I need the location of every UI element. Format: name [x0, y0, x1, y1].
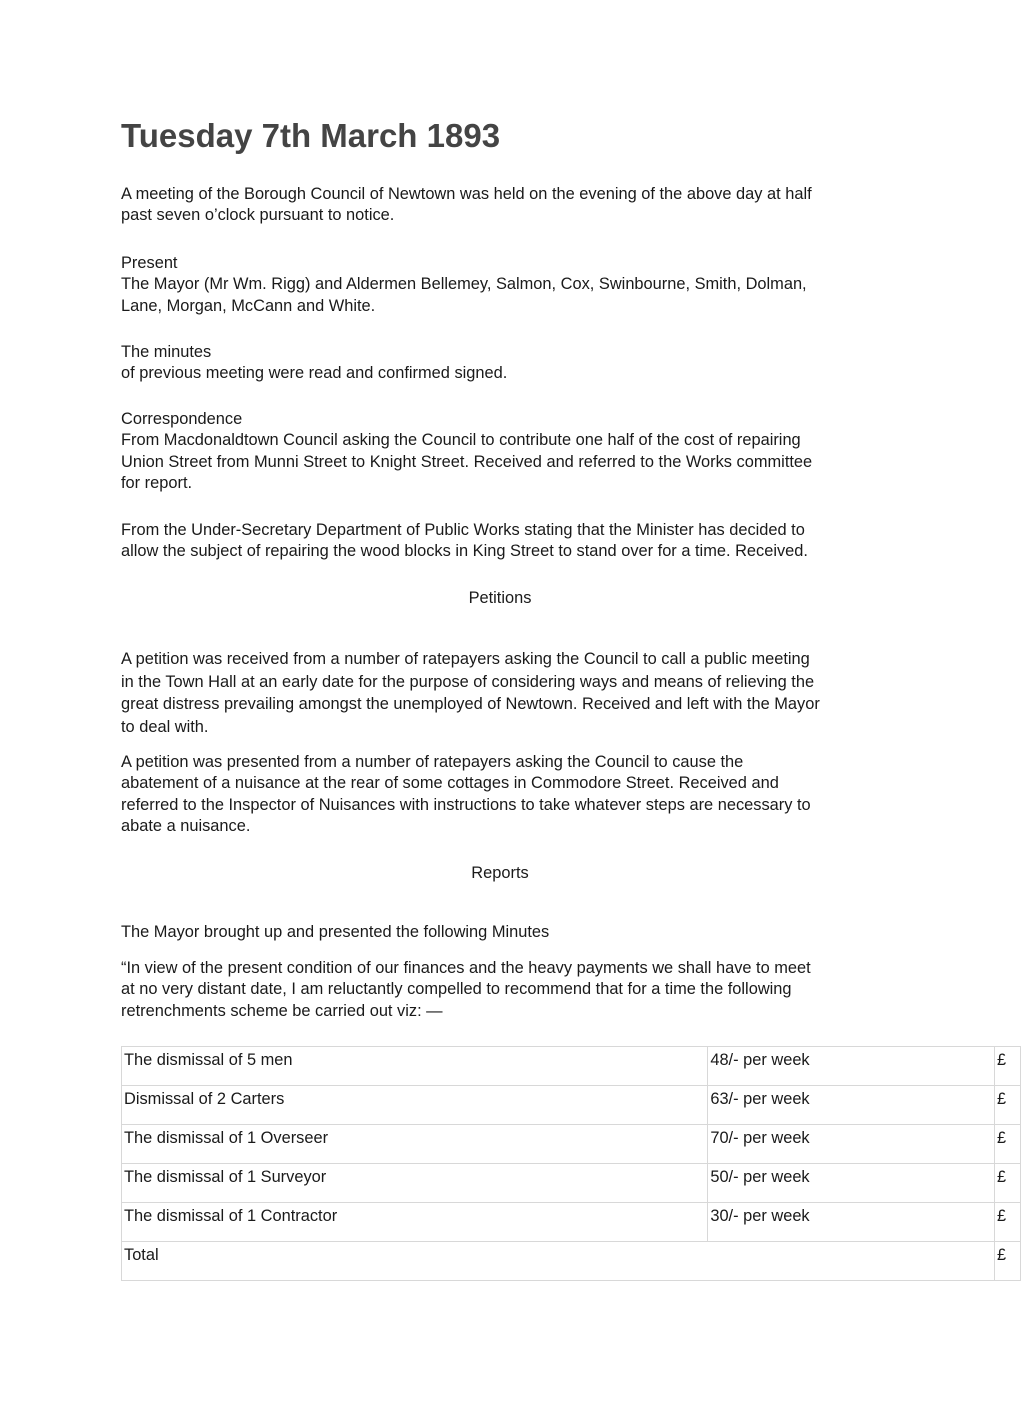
petition-line: in the Town Hall at an early date for the purpose of considering ways and means of relieving the [121, 672, 815, 691]
intro-line: A meeting of the Borough Council of Newtown was held on the evening of the above day at half [121, 185, 812, 203]
table-row-total [122, 1242, 1021, 1281]
petition-line: great distress prevailing amongst the unemployed of Newtown. Received and left with the Mayor [121, 695, 820, 713]
correspondence-line: From Macdonaldtown Council asking the Council to contribute one half of the cost of repairing [121, 431, 801, 450]
table-row [122, 1164, 1021, 1203]
table-cell-item: Dismissal of 2 Carters [122, 1086, 708, 1125]
table-cell-amount: £ [995, 1242, 1021, 1281]
table-row [122, 1047, 1021, 1086]
quote-line: retrenchments scheme be carried out viz: — [121, 1001, 443, 1020]
table-cell-rate: 30/- per week [708, 1203, 995, 1242]
petition-1 [121, 648, 881, 738]
table-cell-rate: 70/- per week [708, 1125, 995, 1164]
table-cell-amount: £ [995, 1125, 1021, 1164]
correspondence-line: allow the subject of repairing the wood blocks in King Street to stand over for a time. Received. [121, 542, 808, 561]
table-row [122, 1125, 1021, 1164]
minutes-heading: The minutes [121, 343, 212, 361]
table-cell-amount: £ [995, 1086, 1021, 1125]
table-cell-amount: £ [995, 1047, 1021, 1086]
petition-line: abatement of a nuisance at the rear of some cottages in Commodore Street. Received and [121, 774, 779, 793]
petition-line: abate a nuisance. [121, 816, 251, 835]
present-heading: Present [121, 254, 178, 272]
correspondence-item-2 [121, 520, 881, 563]
table-row [122, 1203, 1021, 1242]
petitions-heading: Petitions [468, 589, 532, 607]
table-row [122, 1086, 1021, 1125]
petition-2 [121, 752, 881, 837]
table-cell-amount: £ [995, 1164, 1021, 1203]
table-cell-item: The dismissal of 1 Surveyor [122, 1164, 708, 1203]
correspondence-line: Union Street from Munni Street to Knight Street. Received and referred to the Works committee [121, 452, 813, 471]
correspondence-line: From the Under-Secretary Department of Public Works stating that the Minister has decided to [121, 521, 805, 539]
quote-line: at no very distant date, I am reluctantly compelled to recommend that for a time the following [121, 980, 792, 999]
petition-line: A petition was received from a number of ratepayers asking the Council to call a public meeting [121, 650, 810, 668]
petition-line: A petition was presented from a number of ratepayers asking the Council to cause the [121, 753, 744, 771]
table-cell-rate: 63/- per week [708, 1086, 995, 1125]
reports-intro-line: The Mayor brought up and presented the following Minutes [121, 923, 550, 941]
mayor-quote [121, 958, 881, 1022]
quote-line: “In view of the present condition of our finances and the heavy payments we shall have to meet [121, 959, 811, 977]
minutes-line: of previous meeting were read and confirmed signed. [121, 364, 508, 383]
table-cell-item: The dismissal of 1 Contractor [122, 1203, 708, 1242]
petition-line: to deal with. [121, 717, 209, 736]
table-cell-item: The dismissal of 1 Overseer [122, 1125, 708, 1164]
table-cell-total-label: Total [122, 1242, 995, 1281]
present-section [121, 253, 881, 317]
table-cell-rate: 48/- per week [708, 1047, 995, 1086]
intro-line: past seven o’clock pursuant to notice. [121, 206, 395, 225]
correspondence-line: for report. [121, 473, 193, 492]
retrenchment-table [121, 1046, 1021, 1281]
present-line: Lane, Morgan, McCann and White. [121, 296, 376, 315]
petition-line: referred to the Inspector of Nuisances with instructions to take whatever steps are necessary to [121, 795, 811, 814]
minutes-section [121, 342, 881, 385]
table-cell-rate: 50/- per week [708, 1164, 995, 1203]
correspondence-heading: Correspondence [121, 410, 243, 428]
table-cell-amount: £ [995, 1203, 1021, 1242]
intro-paragraph [121, 184, 881, 227]
correspondence-section [121, 409, 881, 494]
reports-heading: Reports [471, 864, 529, 882]
present-line: The Mayor (Mr Wm. Rigg) and Aldermen Bellemey, Salmon, Cox, Swinbourne, Smith, Dolman, [121, 275, 807, 294]
reports-intro [121, 922, 881, 943]
page-title: Tuesday 7th March 1893 [121, 117, 501, 154]
table-cell-item: The dismissal of 5 men [122, 1047, 708, 1086]
